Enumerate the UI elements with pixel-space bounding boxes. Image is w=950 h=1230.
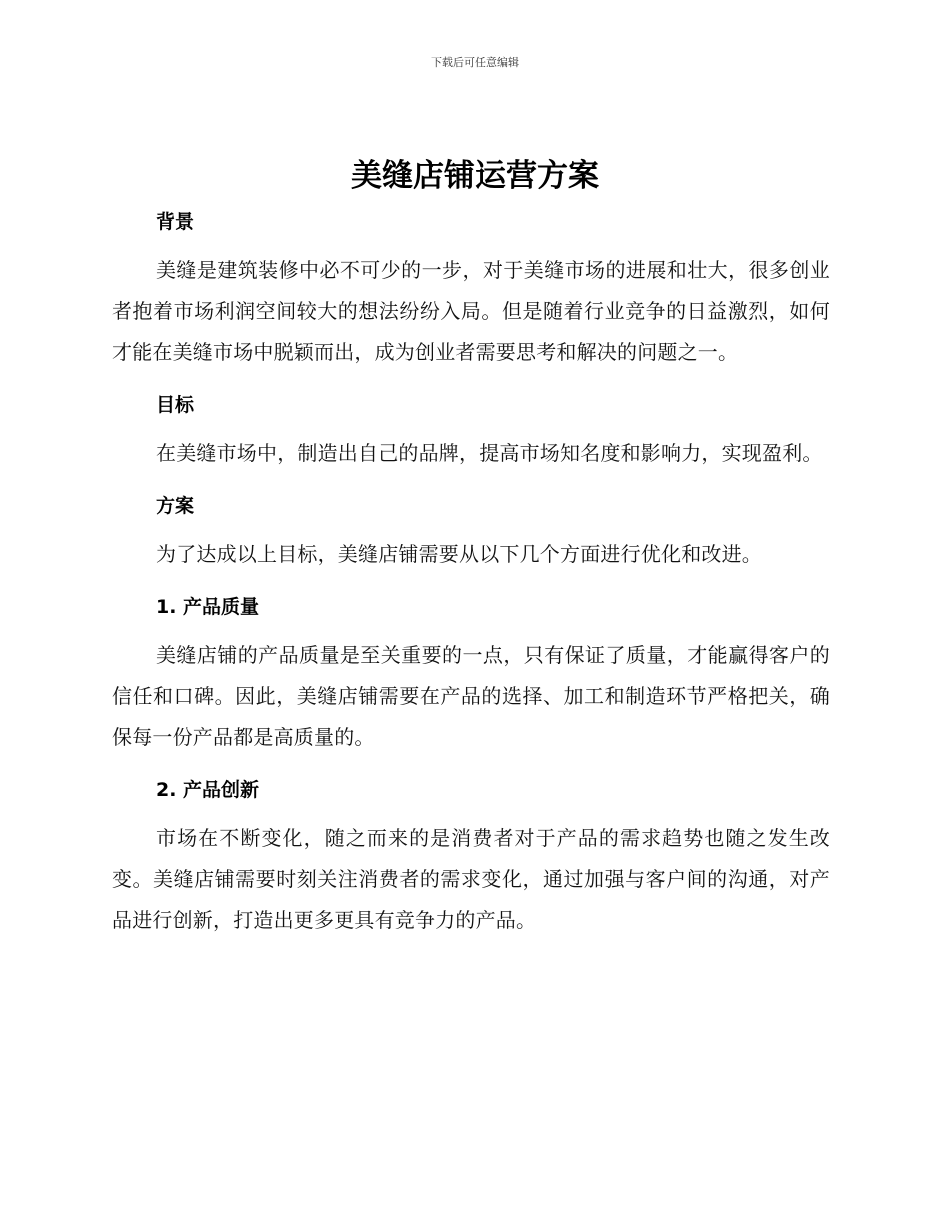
section-product-quality	[112, 585, 830, 758]
page-header-note: 下载后可任意编辑	[431, 56, 519, 69]
section-heading: 背景	[156, 211, 195, 233]
section-paragraph: 在美缝市场中，制造出自己的品牌，提高市场知名度和影响力，实现盈利。	[156, 441, 823, 465]
section-heading: 目标	[156, 394, 195, 416]
document-body	[112, 200, 830, 951]
section-product-innovation	[112, 768, 830, 941]
section-heading: 方案	[156, 495, 195, 517]
section-paragraph: 美缝是建筑装修中必不可少的一步，对于美缝市场的进展和壮大，很多创业者抱着市场利润空间较大的想法纷纷入局。但是随着行业竞争的日益激烈，如何才能在美缝市场中脱颖而出，成为创业者需要思考和解决的问题之一。	[112, 258, 830, 364]
section-plan	[112, 484, 830, 575]
section-paragraph: 为了达成以上目标，美缝店铺需要从以下几个方面进行优化和改进。	[156, 542, 762, 566]
document-title: 美缝店铺运营方案	[351, 158, 599, 194]
section-heading: 2. 产品创新	[156, 779, 260, 801]
section-background	[112, 200, 830, 373]
section-heading: 1. 产品质量	[156, 596, 260, 618]
section-paragraph: 市场在不断变化，随之而来的是消费者对于产品的需求趋势也随之发生改变。美缝店铺需要时刻关注消费者的需求变化，通过加强与客户间的沟通，对产品进行创新，打造出更多更具有竞争力的产品。	[112, 826, 830, 932]
section-paragraph: 美缝店铺的产品质量是至关重要的一点，只有保证了质量，才能赢得客户的信任和口碑。因此，美缝店铺需要在产品的选择、加工和制造环节严格把关，确保每一份产品都是高质量的。	[112, 643, 830, 749]
section-goal	[112, 383, 830, 474]
